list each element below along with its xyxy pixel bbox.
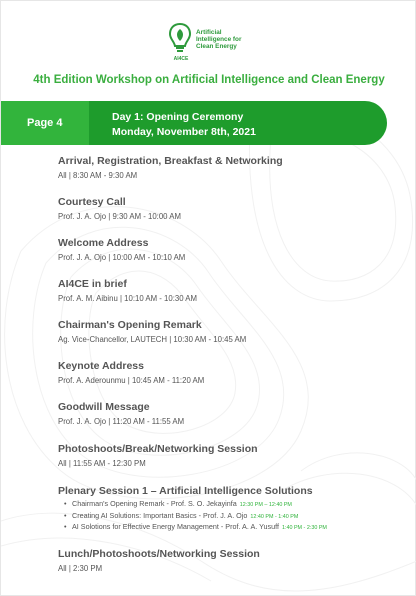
talk-text: Creating AI Solutions: Important Basics - Prof. J. A. Ojo	[72, 510, 248, 520]
session-title: Courtesy Call	[58, 196, 126, 208]
plenary-talk	[64, 511, 408, 523]
session-meta: All | 2:30 PM	[58, 564, 103, 573]
logo-text	[196, 29, 266, 50]
talk-time: 12:30 PM – 12:40 PM	[239, 502, 292, 508]
session-item	[58, 155, 408, 180]
session-meta: Prof. A. M. Aibinu | 10:10 AM - 10:30 AM	[58, 294, 197, 303]
plenary-talk	[64, 522, 408, 534]
session-meta: Prof. J. A. Ojo | 10:00 AM - 10:10 AM	[58, 253, 186, 262]
session-title: Lunch/Photoshoots/Networking Session	[58, 548, 260, 560]
session-item	[58, 401, 408, 426]
session-item	[58, 196, 408, 221]
session-title: AI4CE in brief	[58, 278, 127, 290]
logo-line-2: Intelligence for	[196, 36, 242, 43]
bullet-dot-icon: •	[64, 510, 67, 520]
session-meta: Prof. J. A. Ojo | 11:20 AM - 11:55 AM	[58, 417, 185, 426]
page-number: Page 4	[27, 117, 63, 129]
session-item	[58, 443, 408, 468]
session-item	[58, 548, 408, 573]
day-banner	[1, 101, 387, 145]
session-title: Goodwill Message	[58, 401, 150, 413]
session-item	[58, 319, 408, 344]
day-date: Monday, November 8th, 2021	[112, 126, 256, 138]
session-title: Chairman's Opening Remark	[58, 319, 202, 331]
session-item	[58, 360, 408, 385]
session-meta: Prof. A. Aderounmu | 10:45 AM - 11:20 AM	[58, 376, 205, 385]
workshop-title: 4th Edition Workshop on Artificial Intelligence and Clean Energy	[33, 74, 385, 86]
plenary-talk-list	[58, 499, 408, 534]
session-meta: Prof. J. A. Ojo | 9:30 AM - 10:00 AM	[58, 212, 181, 221]
ai4ce-logo	[169, 23, 265, 67]
session-meta: All | 8:30 AM - 9:30 AM	[58, 171, 138, 180]
plenary-talk	[64, 499, 408, 511]
logo-line-1: Artificial	[196, 29, 222, 36]
day-title: Day 1: Opening Ceremony	[112, 111, 244, 123]
talk-text: Chairman's Opening Remark - Prof. S. O. Jekayinfa	[72, 499, 237, 508]
session-title: Keynote Address	[58, 360, 144, 372]
logo-line-3: Clean Energy	[196, 43, 237, 50]
session-title: Arrival, Registration, Breakfast & Networking	[58, 155, 283, 167]
bullet-dot-icon: •	[64, 499, 67, 508]
session-title: Welcome Address	[58, 237, 149, 249]
bulb-plug-icon	[169, 23, 191, 53]
page-tab	[1, 101, 89, 145]
bullet-dot-icon: •	[64, 522, 67, 531]
session-item	[58, 237, 408, 262]
session-item	[58, 278, 408, 303]
session-title: Plenary Session 1 – Artificial Intelligence Solutions	[58, 485, 313, 497]
session-title: Photoshoots/Break/Networking Session	[58, 443, 258, 455]
talk-time: 1:40 PM - 2:30 PM	[281, 525, 327, 531]
session-meta: All | 11:55 AM - 12:30 PM	[58, 459, 146, 468]
logo-tag: AI4CE	[173, 56, 189, 62]
talk-time: 12:40 PM - 1:40 PM	[250, 513, 299, 520]
session-meta: Ag. Vice-Chancellor, LAUTECH | 10:30 AM - 10:45 AM	[58, 335, 247, 344]
plenary-session	[58, 485, 408, 534]
talk-text: AI Solotions for Effective Energy Management - Prof. A. A. Yusuff	[72, 522, 279, 531]
